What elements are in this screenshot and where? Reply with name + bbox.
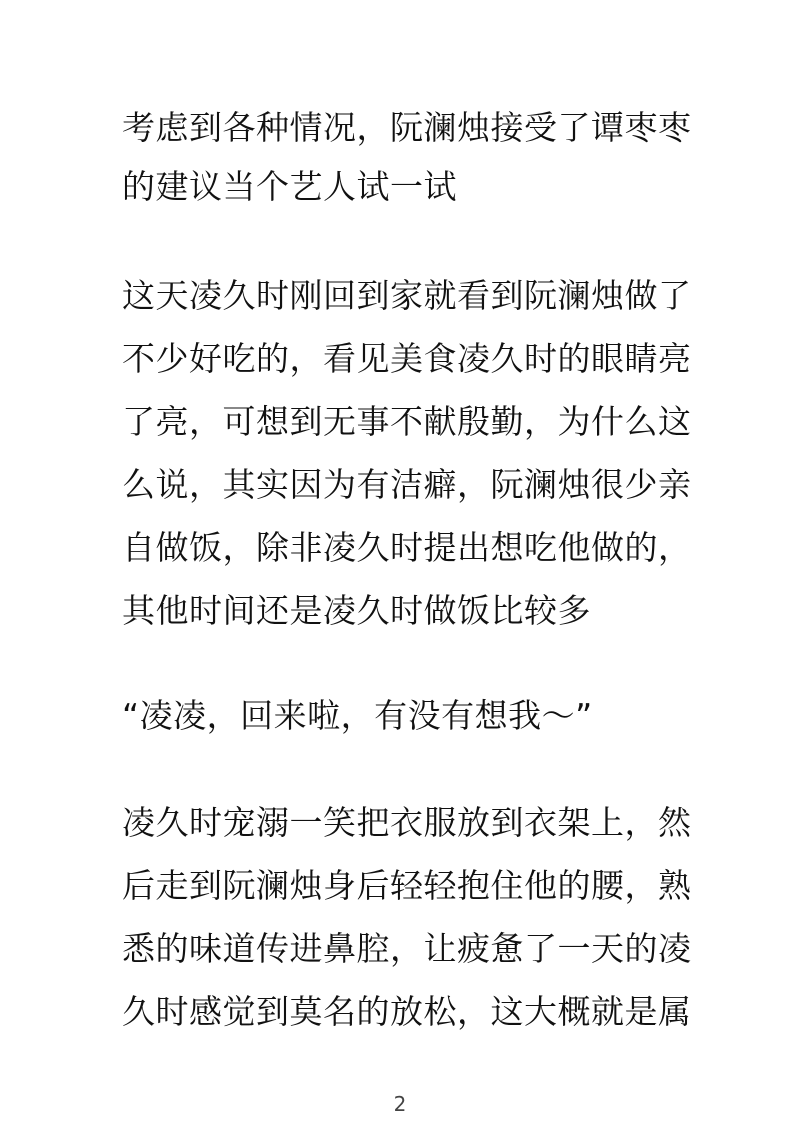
text-line: 久时感觉到莫名的放松，这大概就是属 [122, 992, 692, 1031]
text-line: 凌久时宠溺一笑把衣服放到衣架上，然 [122, 803, 692, 842]
text-line: 这天凌久时刚回到家就看到阮澜烛做了 [122, 276, 692, 315]
page-number: 2 [393, 1092, 407, 1116]
text-line: 了亮，可想到无事不献殷勤，为什么这 [122, 402, 692, 441]
text-line: 的建议当个艺人试一试 [122, 167, 457, 206]
text-line: 悉的味道传进鼻腔，让疲惫了一天的凌 [122, 929, 692, 968]
text-line: 考虑到各种情况，阮澜烛接受了谭枣枣 [122, 108, 692, 147]
text-line: 么说，其实因为有洁癖，阮澜烛很少亲 [122, 465, 692, 504]
text-line: 不少好吃的，看见美食凌久时的眼睛亮 [122, 339, 692, 378]
text-line: 其他时间还是凌久时做饭比较多 [122, 591, 591, 630]
text-line: 后走到阮澜烛身后轻轻抱住他的腰，熟 [122, 866, 692, 905]
text-line: “凌凌，回来啦，有没有想我～” [122, 696, 593, 735]
text-line: 自做饭，除非凌久时提出想吃他做的， [122, 528, 692, 567]
